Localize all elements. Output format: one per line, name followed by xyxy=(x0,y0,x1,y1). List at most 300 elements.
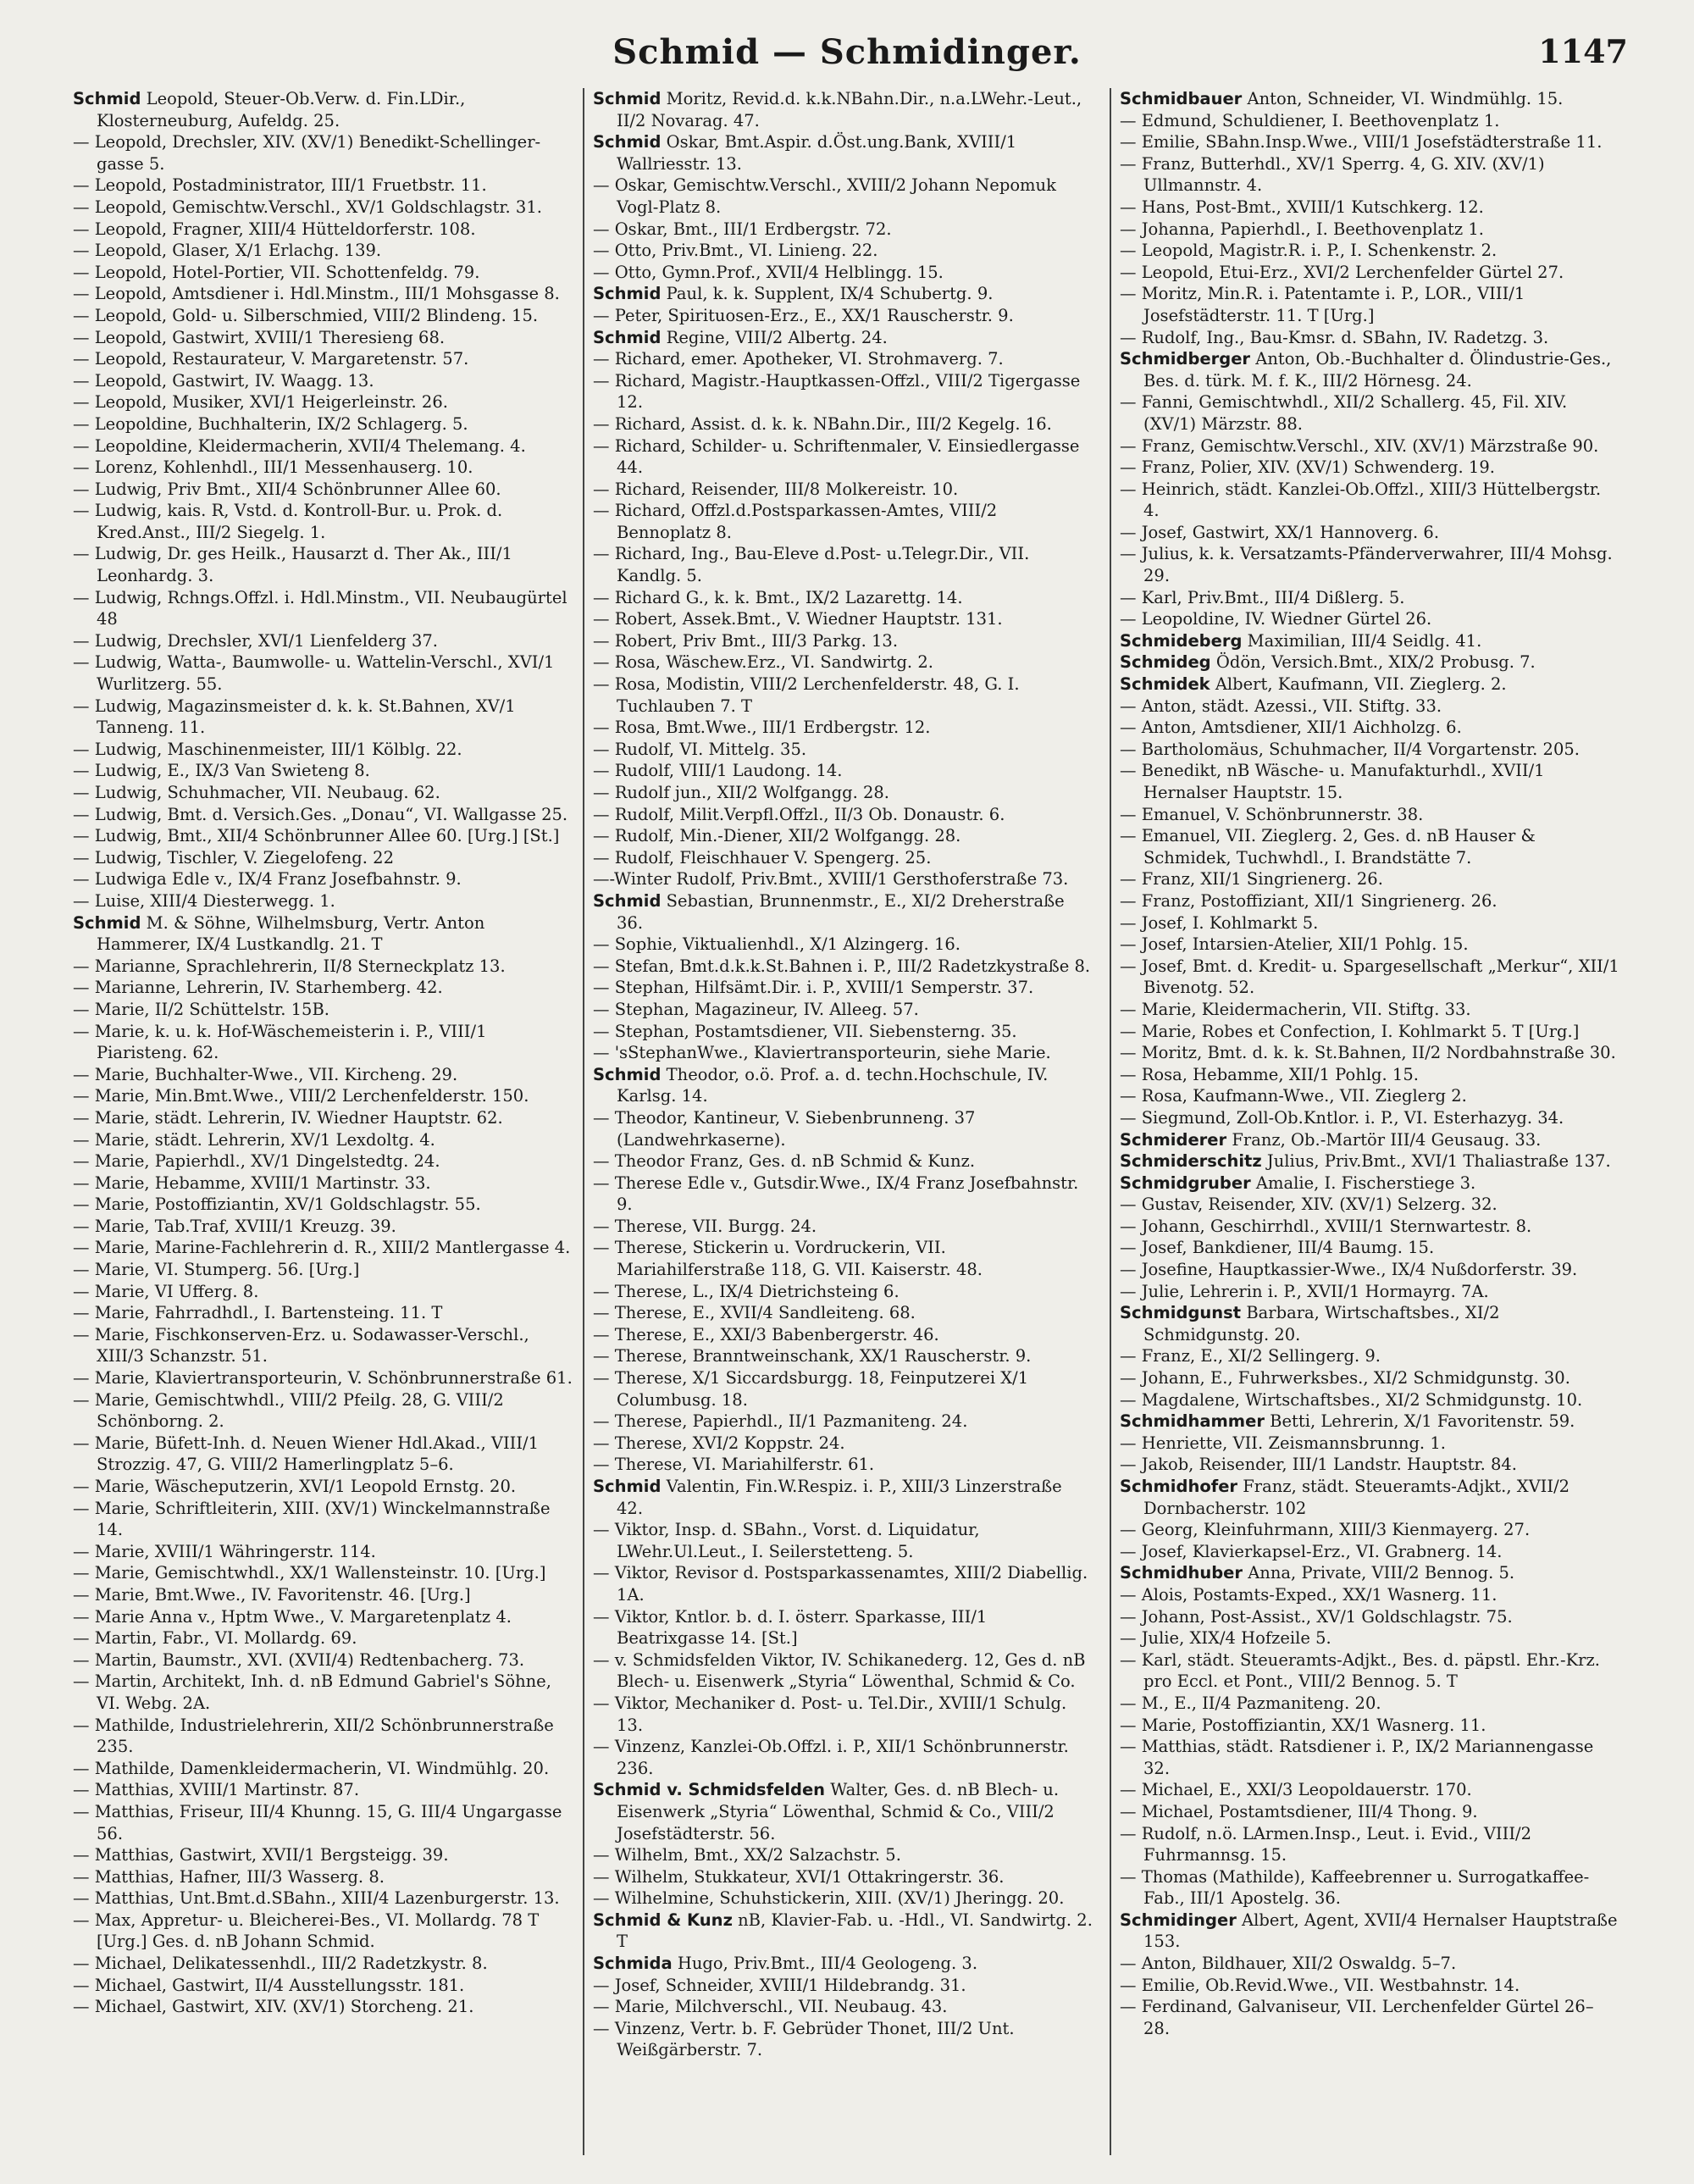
directory-entry xyxy=(73,327,573,349)
entry-text: — Marie, VI. Stumperg. 56. [Urg.] xyxy=(73,1260,360,1280)
entry-text: Valentin, Fin.W.Respiz. i. P., XIII/3 Linzerstraße 42. xyxy=(617,1477,1062,1518)
directory-entry xyxy=(593,1779,1093,1844)
entry-text: — Mathilde, Industrielehrerin, XII/2 Schönbrunnerstraße 235. xyxy=(73,1715,554,1757)
entry-text: — Anton, Amtsdiener, XII/1 Aichholzg. 6. xyxy=(1120,718,1462,738)
entry-text: — Otto, Priv.Bmt., VI. Linieng. 22. xyxy=(593,241,878,261)
directory-entry xyxy=(73,1498,573,1541)
entry-surname: Schmidhuber xyxy=(1120,1563,1243,1583)
directory-entry xyxy=(73,890,573,912)
directory-entry xyxy=(1120,240,1619,262)
entry-surname: Schmiderer xyxy=(1120,1129,1227,1150)
directory-entry xyxy=(1120,630,1619,652)
entry-text: — Mathilde, Damenkleidermacherin, VI. Windmühlg. 20. xyxy=(73,1758,550,1778)
directory-entry xyxy=(73,999,573,1021)
entry-text: — Henriette, VII. Zeismannsbrunng. 1. xyxy=(1120,1433,1446,1453)
entry-text: — Ludwig, Tischler, V. Ziegelofeng. 22 xyxy=(73,847,394,868)
entry-text: — Therese, E., XXI/3 Babenbergerstr. 46. xyxy=(593,1324,939,1344)
entry-text: — Marie, Kleidermacherin, VII. Stiftg. 33. xyxy=(1120,999,1471,1019)
directory-entry xyxy=(593,1454,1093,1476)
entry-text: — Oskar, Bmt., III/1 Erdbergstr. 72. xyxy=(593,219,892,239)
directory-entry xyxy=(593,934,1093,956)
entry-text: — Ludwiga Edle v., IX/4 Franz Josefbahnstr. 9. xyxy=(73,869,462,890)
entry-text: — Josef, Gastwirt, XX/1 Hannoverg. 6. xyxy=(1120,522,1440,542)
page-number: 1147 xyxy=(1538,32,1628,70)
directory-entry xyxy=(1120,1411,1619,1433)
directory-entry xyxy=(593,1064,1093,1107)
entry-text: Paul, k. k. Supplent, IX/4 Schubertg. 9. xyxy=(666,284,994,304)
entry-text: — Leopoldine, Buchhalterin, IX/2 Schlagerg. 5. xyxy=(73,413,468,434)
entry-text: — Leopold, Gemischtw.Verschl., XV/1 Goldschlagstr. 31. xyxy=(73,197,542,217)
directory-entry xyxy=(593,1345,1093,1367)
directory-entry xyxy=(73,500,573,543)
directory-entry xyxy=(1120,999,1619,1021)
directory-entry xyxy=(1120,391,1619,435)
directory-entry xyxy=(1120,1627,1619,1649)
entry-text: — Leopold, Gold- u. Silberschmied, VIII/2 Blindeng. 15. xyxy=(73,305,539,325)
entry-text: — Michael, Gastwirt, II/4 Ausstellungsstr. 181. xyxy=(73,1975,465,1995)
entry-surname: Schmid xyxy=(73,89,141,108)
entry-text: — Marie, städt. Lehrerin, IV. Wiedner Hauptstr. 62. xyxy=(73,1107,503,1128)
entry-text: — Julie, XIX/4 Hofzeile 5. xyxy=(1120,1628,1331,1649)
directory-entry xyxy=(593,1107,1093,1150)
entry-text: — Leopold, Glaser, X/1 Erlachg. 139. xyxy=(73,241,382,261)
entry-text: — Richard G., k. k. Bmt., IX/2 Lazarettg. 14. xyxy=(593,587,963,607)
entry-text: — Julius, k. k. Versatzamts-Pfänderverwahrer, III/4 Mohsg. 29. xyxy=(1120,544,1613,586)
directory-entry xyxy=(593,717,1093,739)
entry-text: — Ludwig, Bmt. d. Versich.Ges. „Donau“, VI. Wallgasse 25. xyxy=(73,804,568,824)
directory-entry xyxy=(73,435,573,457)
entry-surname: Schmid xyxy=(593,89,662,108)
directory-entry xyxy=(1120,1085,1619,1107)
directory-entry xyxy=(593,435,1093,479)
directory-entry xyxy=(73,197,573,219)
running-head: Schmid — Schmidinger. xyxy=(612,32,1082,72)
directory-entry xyxy=(593,1519,1093,1562)
entry-text: — Josef, Bankdiener, III/4 Baumg. 15. xyxy=(1120,1238,1435,1258)
entry-text: — Therese, XVI/2 Koppstr. 24. xyxy=(593,1433,845,1453)
entry-text: — Therese, Papierhdl., II/1 Pazmaniteng. 24. xyxy=(593,1411,968,1432)
directory-entry xyxy=(73,1433,573,1476)
entry-text: — Stephan, Magazineur, IV. Alleeg. 57. xyxy=(593,999,919,1019)
directory-entry xyxy=(1120,88,1619,110)
directory-entry xyxy=(73,1627,573,1649)
entry-surname: Schmidek xyxy=(1120,674,1210,695)
directory-entry xyxy=(1120,327,1619,349)
entry-text: — Ferdinand, Galvaniseur, VII. Lerchenfelder Gürtel 26–28. xyxy=(1120,1997,1594,2038)
directory-entry xyxy=(593,543,1093,586)
directory-entry xyxy=(73,760,573,782)
entry-text: — Lorenz, Kohlenhdl., III/1 Messenhauserg. 10. xyxy=(73,457,473,478)
directory-entry xyxy=(73,847,573,869)
entry-text: — Hans, Post-Bmt., XVIII/1 Kutschkerg. 12. xyxy=(1120,197,1484,217)
entry-text: — Moritz, Bmt. d. k. k. St.Bahnen, II/2 Nordbahnstraße 30. xyxy=(1120,1043,1616,1063)
directory-entry xyxy=(73,696,573,739)
entry-text: — Robert, Assek.Bmt., V. Wiedner Hauptstr. 131. xyxy=(593,609,1003,629)
directory-entry xyxy=(73,175,573,197)
entry-text: — Stephan, Postamtsdiener, VII. Siebensterng. 35. xyxy=(593,1021,1017,1041)
directory-entry xyxy=(73,1172,573,1195)
directory-entry xyxy=(593,88,1093,131)
directory-entry xyxy=(1120,739,1619,761)
entry-text: — Gustav, Reisender, XIV. (XV/1) Selzerg. 32. xyxy=(1120,1195,1497,1215)
entry-text: — Matthias, Gastwirt, XVII/1 Bergsteigg. 39. xyxy=(73,1845,449,1865)
entry-text: — Franz, E., XI/2 Sellingerg. 9. xyxy=(1120,1346,1381,1366)
column-3 xyxy=(1120,88,1619,2155)
entry-text: — Marie, Robes et Confection, I. Kohlmarkt 5. T [Urg.] xyxy=(1120,1021,1580,1041)
entry-surname: Schmidgunst xyxy=(1120,1303,1242,1323)
entry-text: — Jakob, Reisender, III/1 Landstr. Hauptstr. 84. xyxy=(1120,1455,1517,1475)
entry-text: — Franz, Polier, XIV. (XV/1) Schwenderg. 19. xyxy=(1120,457,1495,478)
directory-entry xyxy=(593,1736,1093,1779)
directory-entry xyxy=(1120,1345,1619,1367)
directory-entry xyxy=(1120,1194,1619,1216)
entry-text: — Ludwig, Rchngs.Offzl. i. Hdl.Minstm., VII. Neubaugürtel 48 xyxy=(73,587,567,629)
entry-text: — Julie, Lehrerin i. P., XVII/1 Hormayrg. 7A. xyxy=(1120,1281,1489,1301)
directory-entry xyxy=(593,1411,1093,1433)
directory-entry xyxy=(1120,1476,1619,1519)
entry-text: — Marie, städt. Lehrerin, XV/1 Lexdoltg. 4. xyxy=(73,1129,435,1150)
entry-text: Barbara, Wirtschaftsbes., XI/2 Schmidgunstg. 20. xyxy=(1143,1303,1500,1344)
directory-entry xyxy=(1120,1823,1619,1866)
directory-entry xyxy=(73,1887,573,1910)
entry-surname: Schmiderschitz xyxy=(1120,1151,1262,1172)
entry-text: — Marie, Postoffiziantin, XX/1 Wasnerg. 11. xyxy=(1120,1715,1486,1735)
entry-text: — Marie, Wäscheputzerin, XVI/1 Leopold Ernstg. 20. xyxy=(73,1477,517,1496)
entry-text: — Leopold, Etui-Erz., XVI/2 Lerchenfelder Gürtel 27. xyxy=(1120,262,1564,282)
directory-entry xyxy=(1120,1801,1619,1823)
entry-text: — Rudolf, Milit.Verpfl.Offzl., II/3 Ob. Donaustr. 6. xyxy=(593,804,1005,824)
entry-text: — Josef, Klavierkapsel-Erz., VI. Grabnerg. 14. xyxy=(1120,1541,1503,1561)
directory-entry xyxy=(73,1237,573,1259)
entry-text: — Oskar, Gemischtw.Verschl., XVIII/2 Johann Nepomuk Vogl-Platz 8. xyxy=(593,175,1056,217)
directory-entry xyxy=(73,88,573,131)
entry-text: — Rosa, Bmt.Wwe., III/1 Erdbergstr. 12. xyxy=(593,718,931,738)
directory-entry xyxy=(1120,804,1619,826)
entry-text: — Rosa, Kaufmann-Wwe., VII. Zieglerg 2. xyxy=(1120,1086,1467,1106)
directory-entry xyxy=(593,1476,1093,1519)
entry-text: — Marie, k. u. k. Hof-Wäschemeisterin i. P., VIII/1 Piaristeng. 62. xyxy=(73,1021,487,1063)
directory-entry xyxy=(1120,608,1619,630)
directory-entry xyxy=(593,587,1093,609)
directory-entry xyxy=(593,219,1093,241)
directory-entry xyxy=(73,1953,573,1975)
directory-entry xyxy=(593,1606,1093,1649)
entry-text: Albert, Kaufmann, VII. Zieglerg. 2. xyxy=(1215,674,1507,695)
directory-entry xyxy=(1120,1779,1619,1801)
entry-text: Maximilian, III/4 Seidlg. 41. xyxy=(1247,630,1482,651)
entry-text: — Karl, städt. Steueramts-Adjkt., Bes. d. päpstl. Ehr.-Krz. pro Eccl. et Pont., VIII/2 Bennog. 5. T xyxy=(1120,1649,1600,1692)
entry-surname: Schmideg xyxy=(1120,652,1211,673)
directory-entry xyxy=(593,1433,1093,1455)
directory-entry xyxy=(73,219,573,241)
entry-text: — Marie, VI Ufferg. 8. xyxy=(73,1281,259,1301)
entry-text: — Leopold, Drechsler, XIV. (XV/1) Benedikt-Schellinger-gasse 5. xyxy=(73,132,541,174)
entry-text: — Robert, Priv Bmt., III/3 Parkg. 13. xyxy=(593,630,899,651)
entry-text: Leopold, Steuer-Ob.Verw. d. Fin.LDir., Klosterneuburg, Aufeldg. 25. xyxy=(97,89,466,130)
directory-entry xyxy=(593,890,1093,934)
entry-text: — Marie, Tab.Traf, XVIII/1 Kreuzg. 39. xyxy=(73,1216,396,1236)
directory-entry xyxy=(593,348,1093,370)
directory-entry xyxy=(73,1975,573,1997)
entry-text: Moritz, Revid.d. k.k.NBahn.Dir., n.a.LWehr.-Leut., II/2 Novarag. 47. xyxy=(617,89,1082,130)
entry-text: — Marie, Schriftleiterin, XIII. (XV/1) Winckelmannstraße 14. xyxy=(73,1498,551,1540)
directory-entry xyxy=(73,1866,573,1888)
directory-entry xyxy=(73,543,573,586)
entry-text: — Marie, Min.Bmt.Wwe., VIII/2 Lerchenfelderstr. 150. xyxy=(73,1086,529,1106)
entry-text: — Richard, Schilder- u. Schriftenmaler, V. Einsiedlergasse 44. xyxy=(593,435,1080,478)
directory-entry xyxy=(593,1281,1093,1303)
entry-text: Sebastian, Brunnenmstr., E., XI/2 Dreherstraße 36. xyxy=(617,890,1065,933)
directory-entry xyxy=(1120,760,1619,803)
entry-surname: Schmid v. Schmidsfelden xyxy=(593,1780,826,1800)
entry-surname: Schmidhofer xyxy=(1120,1477,1238,1496)
directory-entry xyxy=(1120,1584,1619,1606)
directory-entry xyxy=(593,868,1093,890)
entry-text: — Rudolf, Ing., Bau-Kmsr. d. SBahn, IV. Radetzg. 3. xyxy=(1120,327,1549,347)
directory-entry xyxy=(1120,283,1619,326)
column-2 xyxy=(593,88,1093,2155)
entry-text: Hugo, Priv.Bmt., III/4 Geologeng. 3. xyxy=(677,1954,978,1974)
directory-entry xyxy=(73,1801,573,1844)
directory-entry xyxy=(73,1150,573,1172)
entry-text: — Rudolf, VIII/1 Laudong. 14. xyxy=(593,761,843,781)
entry-text: — Therese, Branntweinschank, XX/1 Rauscherstr. 9. xyxy=(593,1346,1032,1366)
entry-text: — Therese, L., IX/4 Dietrichsteing 6. xyxy=(593,1281,900,1301)
entry-text: — Rudolf, Fleischhauer V. Spengerg. 25. xyxy=(593,847,932,868)
entry-text: — Wilhelmine, Schuhstickerin, XIII. (XV/1) Jheringg. 20. xyxy=(593,1888,1065,1909)
entry-text: — Fanni, Gemischtwhdl., XII/2 Schallerg. 45, Fil. XIV. (XV/1) Märzstr. 88. xyxy=(1120,392,1568,434)
directory-entry xyxy=(73,739,573,761)
directory-entry xyxy=(73,1259,573,1281)
directory-entry xyxy=(1120,1150,1619,1172)
entry-text: — Benedikt, nB Wäsche- u. Manufakturhdl., XVII/1 Hernalser Hauptstr. 15. xyxy=(1120,761,1545,802)
directory-entry xyxy=(593,630,1093,652)
directory-entry xyxy=(73,912,573,956)
directory-entry xyxy=(1120,435,1619,457)
directory-entry xyxy=(73,1758,573,1780)
entry-text: — Josef, Bmt. d. Kredit- u. Spargesellschaft „Merkur“, XII/1 Bivenotg. 52. xyxy=(1120,956,1619,998)
entry-text: — Emanuel, VII. Zieglerg. 2, Ges. d. nB Hauser & Schmidek, Tuchwhdl., I. Brandstätte 7. xyxy=(1120,826,1536,868)
entry-text: — Rudolf, n.ö. LArmen.Insp., Leut. i. Evid., VIII/2 Fuhrmannsg. 15. xyxy=(1120,1823,1532,1865)
directory-entry xyxy=(73,1367,573,1389)
entry-text: — Theodor Franz, Ges. d. nB Schmid & Kunz. xyxy=(593,1151,976,1172)
entry-text: — Richard, Assist. d. k. k. NBahn.Dir., III/2 Kegelg. 16. xyxy=(593,413,1052,434)
entry-text: — Richard, Offzl.d.Postsparkassen-Amtes, VIII/2 Bennoplatz 8. xyxy=(593,501,998,542)
entry-text: — Michael, E., XXI/3 Leopoldauerstr. 170. xyxy=(1120,1780,1472,1800)
entry-text: — Martin, Architekt, Inh. d. nB Edmund Gabriel's Söhne, VI. Webg. 2A. xyxy=(73,1671,551,1713)
directory-entry xyxy=(1120,1562,1619,1584)
entry-text: — Stefan, Bmt.d.k.k.St.Bahnen i. P., III/2 Radetzkystraße 8. xyxy=(593,956,1091,976)
entry-text: — Marie, Fahrradhdl., I. Bartensteing. 11. T xyxy=(73,1303,443,1323)
directory-entry xyxy=(73,1281,573,1303)
directory-entry xyxy=(1120,1975,1619,1997)
entry-text: — Ludwig, Magazinsmeister d. k. k. St.Bahnen, XV/1 Tanneng. 11. xyxy=(73,696,516,738)
directory-entry xyxy=(593,1302,1093,1324)
entry-text: — Leopold, Fragner, XIII/4 Hütteldorferstr. 108. xyxy=(73,219,476,239)
directory-entry xyxy=(73,131,573,175)
directory-entry xyxy=(1120,1996,1619,2039)
directory-entry xyxy=(73,370,573,392)
entry-text: — Marie, Klaviertransporteurin, V. Schönbrunnerstraße 61. xyxy=(73,1368,573,1389)
entry-text: — Martin, Fabr., VI. Mollardg. 69. xyxy=(73,1628,357,1649)
directory-entry xyxy=(593,956,1093,978)
entry-text: — Emilie, Ob.Revid.Wwe., VII. Westbahnstr. 14. xyxy=(1120,1975,1520,1995)
directory-entry xyxy=(593,1975,1093,1997)
column-divider xyxy=(1110,88,1111,2155)
entry-text: —-Winter Rudolf, Priv.Bmt., XVIII/1 Gersthoferstraße 73. xyxy=(593,869,1069,890)
entry-text: Franz, Ob.-Martör III/4 Geusaug. 33. xyxy=(1232,1129,1542,1150)
directory-entry xyxy=(1120,1606,1619,1628)
directory-entry xyxy=(593,479,1093,501)
directory-entry xyxy=(73,1844,573,1866)
entry-surname: Schmideberg xyxy=(1120,630,1243,651)
directory-entry xyxy=(593,1866,1093,1888)
entry-text: — 'sStephanWwe., Klaviertransporteurin, siehe Marie. xyxy=(593,1043,1051,1063)
entry-text: — Matthias, XVIII/1 Martinstr. 87. xyxy=(73,1780,360,1800)
directory-entry xyxy=(1120,1715,1619,1737)
directory-entry xyxy=(593,413,1093,435)
directory-entry xyxy=(593,804,1093,826)
directory-entry xyxy=(73,782,573,804)
directory-entry xyxy=(1120,956,1619,999)
directory-entry xyxy=(1120,1910,1619,1953)
directory-entry xyxy=(1120,1541,1619,1563)
entry-text: — Marie, Papierhdl., XV/1 Dingelstedtg. 24. xyxy=(73,1151,440,1172)
directory-entry xyxy=(1120,717,1619,739)
entry-text: — Leopold, Amtsdiener i. Hdl.Minstm., III/1 Mohsgasse 8. xyxy=(73,284,560,304)
entry-surname: Schmid xyxy=(593,1477,662,1496)
entry-text: — Ludwig, Bmt., XII/4 Schönbrunner Allee 60. [Urg.] [St.] xyxy=(73,826,560,846)
directory-entry xyxy=(593,1042,1093,1064)
entry-text: — Therese, VI. Mariahilferstr. 61. xyxy=(593,1455,875,1475)
entry-text: — Bartholomäus, Schuhmacher, II/4 Vorgartenstr. 205. xyxy=(1120,739,1580,759)
entry-surname: Schmidinger xyxy=(1120,1910,1237,1930)
directory-entry xyxy=(73,479,573,501)
directory-entry xyxy=(1120,479,1619,522)
entry-text: — Ludwig, Dr. ges Heilk., Hausarzt d. Ther Ak., III/1 Leonhardg. 3. xyxy=(73,544,512,586)
directory-entry xyxy=(593,1367,1093,1411)
entry-text: — Viktor, Mechaniker d. Post- u. Tel.Dir., XVIII/1 Schulg. 13. xyxy=(593,1693,1067,1735)
entry-text: — Stephan, Hilfsämt.Dir. i. P., XVIII/1 Semperstr. 37. xyxy=(593,978,1034,998)
directory-entry xyxy=(73,391,573,413)
directory-entry xyxy=(1120,1021,1619,1043)
directory-entry xyxy=(1120,543,1619,586)
directory-entry xyxy=(1120,1042,1619,1064)
directory-entry xyxy=(73,651,573,695)
directory-entry xyxy=(73,457,573,479)
entry-text: — Viktor, Insp. d. SBahn., Vorst. d. Liquidatur, LWehr.Ul.Leut., I. Seilerstetteng. 5. xyxy=(593,1520,980,1561)
directory-entry xyxy=(593,327,1093,349)
entry-text: — Theodor, Kantineur, V. Siebenbrunneng. 37 (Landwehrkaserne). xyxy=(593,1107,976,1150)
entry-text: — Marie, Hebamme, XVIII/1 Martinstr. 33. xyxy=(73,1172,431,1193)
directory-entry xyxy=(1120,868,1619,890)
directory-entry xyxy=(593,1887,1093,1910)
entry-text: — Ludwig, Watta-, Baumwolle- u. Wattelin-Verschl., XVI/1 Wurlitzerg. 55. xyxy=(73,652,555,695)
entry-text: — Vinzenz, Vertr. b. F. Gebrüder Thonet, III/2 Unt. Weißgärberstr. 7. xyxy=(593,2018,1015,2060)
directory-entry xyxy=(1120,197,1619,219)
entry-surname: Schmidbauer xyxy=(1120,89,1243,108)
entry-text: — Therese, E., XVII/4 Sandleiteng. 68. xyxy=(593,1303,916,1323)
entry-text: — Josef, Intarsien-Atelier, XII/1 Pohlg. 15. xyxy=(1120,934,1469,955)
entry-text: — Franz, Postoffiziant, XII/1 Singrienerg. 26. xyxy=(1120,890,1497,911)
entry-text: — Marie, Gemischtwhdl., XX/1 Wallensteinstr. 10. [Urg.] xyxy=(73,1563,546,1583)
entry-surname: Schmida xyxy=(593,1954,673,1974)
entry-text: — Marie Anna v., Hptm Wwe., V. Margaretenplatz 4. xyxy=(73,1606,512,1627)
entry-text: — Marie, Marine-Fachlehrerin d. R., XIII/2 Mantlergasse 4. xyxy=(73,1238,571,1258)
directory-entry xyxy=(593,999,1093,1021)
entry-text: — Moritz, Min.R. i. Patentamte i. P., LOR., VIII/1 Josefstädterstr. 11. T [Urg.] xyxy=(1120,284,1525,325)
directory-entry xyxy=(1120,1302,1619,1345)
entry-text: — Therese, VII. Burgg. 24. xyxy=(593,1216,817,1236)
directory-entry xyxy=(1120,1519,1619,1541)
directory-entry xyxy=(73,1562,573,1584)
directory-entry xyxy=(593,847,1093,869)
entry-text: — Alois, Postamts-Exped., XX/1 Wasnerg. 11. xyxy=(1120,1584,1497,1605)
directory-entry xyxy=(73,977,573,999)
entry-text: — Therese Edle v., Gutsdir.Wwe., IX/4 Franz Josefbahnstr. 9. xyxy=(593,1172,1079,1215)
directory-entry xyxy=(1120,1367,1619,1389)
directory-entry xyxy=(73,413,573,435)
directory-entry xyxy=(1120,1237,1619,1259)
directory-entry xyxy=(593,240,1093,262)
entry-text: — Marianne, Sprachlehrerin, II/8 Sterneckplatz 13. xyxy=(73,956,506,976)
directory-entry xyxy=(1120,348,1619,391)
entry-text: Walter, Ges. d. nB Blech- u. Eisenwerk „Styria“ Löwenthal, Schmid & Co., VIII/2 Josefstädterstr. 56. xyxy=(617,1780,1060,1843)
entry-text: — v. Schmidsfelden Viktor, IV. Schikanederg. 12, Ges d. nB Blech- u. Eisenwerk „Styria“ Löwenthal, Schmid & Co. xyxy=(593,1649,1086,1692)
entry-text: Amalie, I. Fischerstiege 3. xyxy=(1255,1172,1476,1193)
directory-entry xyxy=(73,1129,573,1151)
entry-text: — M., E., II/4 Pazmaniteng. 20. xyxy=(1120,1693,1381,1713)
directory-entry xyxy=(73,348,573,370)
directory-entry xyxy=(73,1302,573,1324)
entry-text: — Marie, Büfett-Inh. d. Neuen Wiener Hdl.Akad., VIII/1 Strozzig. 47, G. VIII/2 Hamerlingplatz 5–6. xyxy=(73,1433,540,1475)
entry-text: — Josef, I. Kohlmarkt 5. xyxy=(1120,912,1319,933)
entry-text: — Johanna, Papierhdl., I. Beethovenplatz 1. xyxy=(1120,219,1484,239)
entry-text: — Leopold, Restaurateur, V. Margaretenstr. 57. xyxy=(73,349,469,369)
entry-text: — Richard, Magistr.-Hauptkassen-Offzl., VIII/2 Tigergasse 12. xyxy=(593,370,1081,413)
directory-entry xyxy=(1120,1129,1619,1151)
entry-surname: Schmid xyxy=(593,890,662,911)
entry-text: — Heinrich, städt. Kanzlei-Ob.Offzl., XIII/3 Hüttelbergstr. 4. xyxy=(1120,479,1602,521)
directory-entry xyxy=(73,1021,573,1064)
entry-text: — Ludwig, Priv Bmt., XII/4 Schönbrunner Allee 60. xyxy=(73,479,501,499)
directory-entry xyxy=(593,608,1093,630)
entry-text: — Therese, X/1 Siccardsburgg. 18, Feinputzerei X/1 Columbusg. 18. xyxy=(593,1368,1029,1410)
directory-entry xyxy=(1120,153,1619,197)
directory-entry xyxy=(593,1172,1093,1216)
entry-text: — Michael, Postamtsdiener, III/4 Thong. 9. xyxy=(1120,1801,1478,1821)
page-header xyxy=(0,32,1694,83)
directory-entry xyxy=(1120,1389,1619,1411)
entry-text: — Rosa, Modistin, VIII/2 Lerchenfelderstr. 48, G. I. Tuchlauben 7. T xyxy=(593,674,1020,716)
entry-text: Anna, Private, VIII/2 Bennog. 5. xyxy=(1248,1563,1515,1583)
entry-text: nB, Klavier-Fab. u. -Hdl., VI. Sandwirtg. 2. T xyxy=(617,1910,1093,1952)
directory-entry xyxy=(593,262,1093,284)
directory-entry xyxy=(73,305,573,327)
entry-text: — Matthias, Hafner, III/3 Wasserg. 8. xyxy=(73,1866,385,1887)
entry-text: — Anton, Bildhauer, XII/2 Oswaldg. 5–7. xyxy=(1120,1954,1457,1974)
entry-text: — Marie, Gemischtwhdl., VIII/2 Pfeilg. 28, G. VIII/2 Schönborng. 2. xyxy=(73,1389,504,1432)
entry-text: — Wilhelm, Stukkateur, XVI/1 Ottakringerstr. 36. xyxy=(593,1866,1005,1887)
directory-entry xyxy=(1120,1172,1619,1195)
directory-entry xyxy=(1120,1649,1619,1693)
entry-text: — Ludwig, E., IX/3 Van Swieteng 8. xyxy=(73,761,370,781)
entry-text: Betti, Lehrerin, X/1 Favoritenstr. 59. xyxy=(1270,1411,1575,1432)
directory-entry xyxy=(73,1064,573,1086)
entry-surname: Schmid xyxy=(593,132,662,152)
entry-text: — Ludwig, kais. R, Vstd. d. Kontroll-Bur. u. Prok. d. Kred.Anst., III/2 Siegelg. 1. xyxy=(73,501,503,542)
directory-entry xyxy=(1120,1433,1619,1455)
